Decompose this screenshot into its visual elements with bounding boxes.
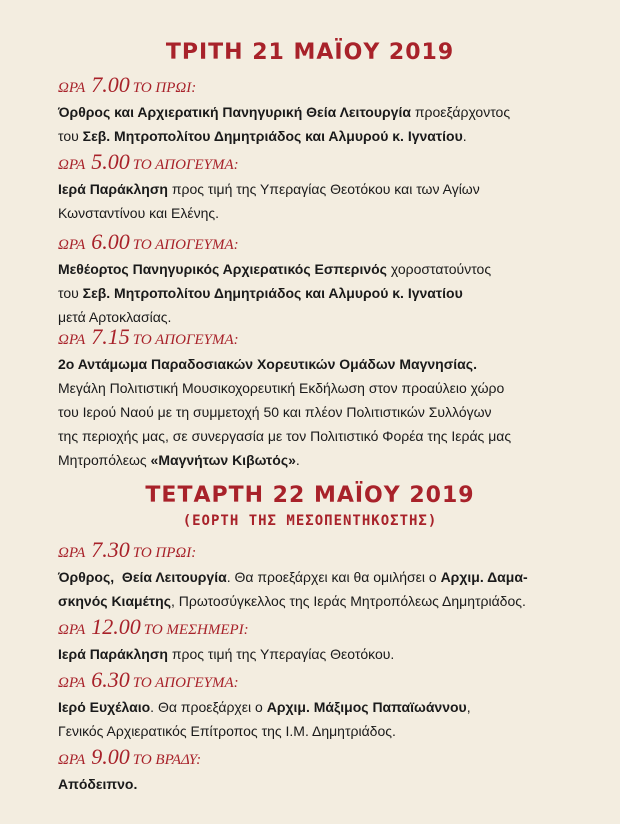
day1-event [58, 73, 578, 148]
event-time-line [58, 615, 578, 639]
event-period: ΤΟ ΠΡΩΙ: [132, 545, 197, 561]
text: χοροστατούντος [386, 261, 492, 277]
description-line [58, 177, 578, 201]
text: Γενικός Αρχιερατικός Επίτροπος της Ι.Μ. Δημητριάδος. [58, 723, 396, 739]
bold-text: Όρθρος και Αρχιερατική Πανηγυρική Θεία Λειτουργία [58, 104, 411, 120]
event-description [58, 695, 578, 743]
event-description [58, 352, 578, 472]
text: , Πρωτοσύγκελλος της Ιεράς Μητροπόλεως Δημητριάδος. [171, 593, 526, 609]
event-time-line [58, 668, 578, 692]
description-line [58, 589, 578, 613]
hour-word: ΩΡΑ [58, 157, 86, 173]
event-period: ΤΟ ΑΠΟΓΕΥΜΑ: [132, 237, 239, 253]
description-line [58, 100, 578, 124]
event-time: 7.30 [91, 537, 130, 562]
bold-text: Μεθέορτος Πανηγυρικός Αρχιερατικός Εσπερινός [58, 261, 387, 277]
event-period: ΤΟ ΑΠΟΓΕΥΜΑ: [132, 157, 239, 173]
hour-word: ΩΡΑ [58, 675, 86, 691]
day1-event [58, 150, 578, 225]
bold-text: Σεβ. Μητροπολίτου Δημητριάδος και Αλμυρού κ. Ιγνατίου [82, 128, 463, 144]
text: του [58, 128, 83, 144]
bold-text: Αρχιμ. Μάξιμος Παπαϊωάννου [266, 699, 467, 715]
event-description [58, 100, 578, 148]
event-time-line [58, 745, 578, 769]
text: . [295, 452, 300, 468]
text: προς τιμή της Υπεραγίας Θεοτόκου και των Αγίων [167, 181, 480, 197]
bold-text: Απόδειπνο. [58, 776, 138, 792]
day1-event [58, 325, 578, 472]
day2-subtitle: (ΕΟΡΤΗ ΤΗΣ ΜΕΣΟΠΕΝΤΗΚΟΣΤΗΣ) [182, 513, 438, 529]
description-line [58, 400, 578, 424]
text: προς τιμή της Υπεραγίας Θεοτόκου. [167, 646, 395, 662]
event-time: 6.00 [91, 229, 130, 254]
event-description [58, 642, 578, 666]
event-period: ΤΟ ΠΡΩΙ: [132, 80, 197, 96]
description-line [58, 201, 578, 225]
event-time: 7.00 [91, 72, 130, 97]
hour-word: ΩΡΑ [58, 80, 86, 96]
description-line [58, 772, 578, 796]
day1-event [58, 230, 578, 329]
event-description [58, 565, 578, 613]
bold-text: 2ο Αντάμωμα Παραδοσιακών Χορευτικών Ομάδων Μαγνησίας. [58, 356, 477, 372]
description-line [58, 376, 578, 400]
text: . [462, 128, 467, 144]
day2-event [58, 615, 578, 666]
event-description [58, 177, 578, 225]
hour-word: ΩΡΑ [58, 622, 86, 638]
description-line [58, 448, 578, 472]
description-line [58, 124, 578, 148]
event-period: ΤΟ ΒΡΑΔΥ: [132, 752, 202, 768]
event-time-line [58, 230, 578, 254]
bold-text: Ιερά Παράκληση [58, 181, 168, 197]
hour-word: ΩΡΑ [58, 237, 86, 253]
day2-event [58, 745, 578, 796]
event-time-line [58, 150, 578, 174]
bold-text: Αρχιμ. Δαμα- [440, 569, 528, 585]
text: , [466, 699, 471, 715]
event-time-line [58, 325, 578, 349]
event-time: 7.15 [91, 324, 130, 349]
description-line [58, 352, 578, 376]
bold-text: Όρθρος, Θεία Λειτουργία [58, 569, 227, 585]
text: του [58, 285, 83, 301]
bold-text: Ιερά Παράκληση [58, 646, 168, 662]
event-time: 12.00 [91, 614, 141, 639]
day2-title: ΤΕΤΑΡΤΗ 22 ΜΑΪΟΥ 2019 [145, 483, 475, 508]
event-description [58, 257, 578, 329]
event-time-line [58, 73, 578, 97]
day1-title: ΤΡΙΤΗ 21 ΜΑΪΟΥ 2019 [165, 40, 455, 65]
bold-text: σκηνός Κιαμέτης [58, 593, 172, 609]
description-line [58, 695, 578, 719]
event-time: 5.00 [91, 149, 130, 174]
event-period: ΤΟ ΜΕΣΗΜΕΡΙ: [143, 622, 249, 638]
event-period: ΤΟ ΑΠΟΓΕΥΜΑ: [132, 332, 239, 348]
description-line [58, 642, 578, 666]
description-line [58, 424, 578, 448]
event-time-line [58, 538, 578, 562]
description-line [58, 565, 578, 589]
hour-word: ΩΡΑ [58, 752, 86, 768]
text: . Θα προεξάρχει ο [150, 699, 267, 715]
text: Μεγάλη Πολιτιστική Μουσικοχορευτική Εκδήλωση στον προαύλειο χώρο [58, 380, 505, 396]
text: Μητροπόλεως [58, 452, 151, 468]
text: της περιοχής μας, σε συνεργασία με τον Πολιτιστικό Φορέα της Ιεράς μας [58, 428, 512, 444]
bold-text: Ιερό Ευχέλαιο [58, 699, 151, 715]
description-line [58, 719, 578, 743]
day2-event [58, 668, 578, 743]
hour-word: ΩΡΑ [58, 332, 86, 348]
bold-text: Σεβ. Μητροπολίτου Δημητριάδος και Αλμυρού κ. Ιγνατίου [82, 285, 463, 301]
bold-text: «Μαγνήτων Κιβωτός» [150, 452, 296, 468]
hour-word: ΩΡΑ [58, 545, 86, 561]
description-line [58, 281, 578, 305]
text: προεξάρχοντος [410, 104, 511, 120]
event-time: 6.30 [91, 667, 130, 692]
text: μετά Αρτοκλασίας. [58, 309, 172, 325]
event-period: ΤΟ ΑΠΟΓΕΥΜΑ: [132, 675, 239, 691]
event-description [58, 772, 578, 796]
description-line [58, 257, 578, 281]
day2-event [58, 538, 578, 613]
event-time: 9.00 [91, 744, 130, 769]
text: Κωνσταντίνου και Ελένης. [58, 205, 220, 221]
text: . Θα προεξάρχει και θα ομιλήσει ο [226, 569, 441, 585]
text: του Ιερού Ναού με τη συμμετοχή 50 και πλέον Πολιτιστικών Συλλόγων [58, 404, 492, 420]
